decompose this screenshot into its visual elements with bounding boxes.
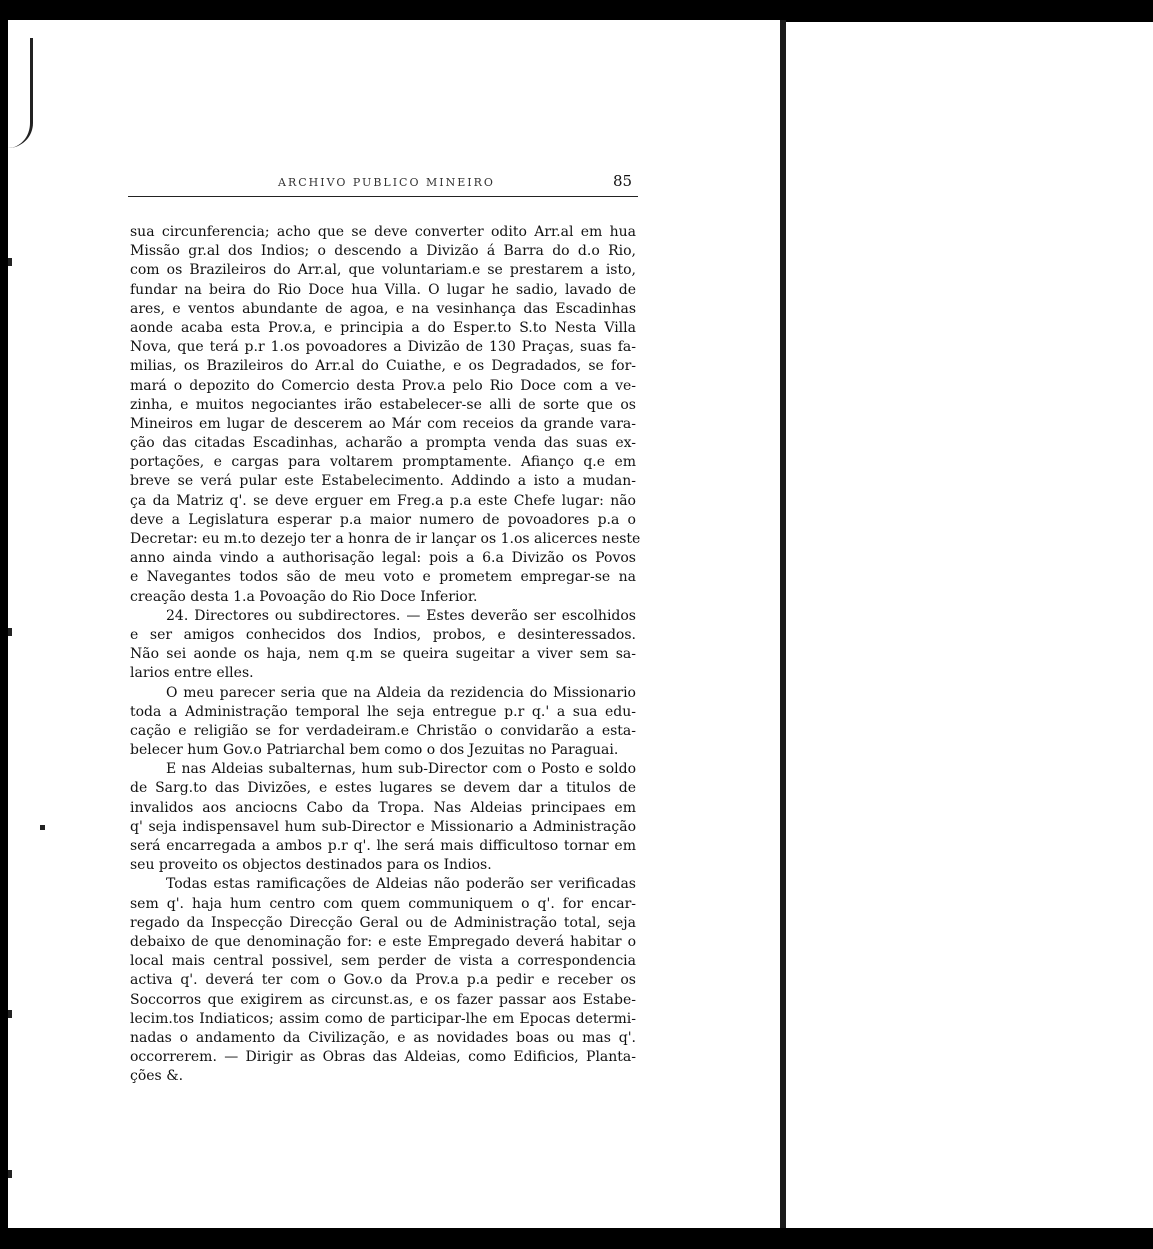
margin-mark	[8, 1170, 12, 1178]
text-line: será encarregada a ambos p.r q'. lhe será mais difficultoso tornar em	[130, 838, 636, 854]
text-line: com os Brazileiros do Arr.al, que voluntariam.e se prestarem a isto,	[130, 262, 636, 279]
text-line: ção das citadas Escadinhas, acharão a prompta venda das suas ex-	[130, 435, 636, 452]
text-line: regado da Inspecção Direcção Geral ou de Administração total, seja	[130, 914, 636, 931]
text-line: anno ainda vindo a authorisação legal: pois a 6.a Divizão os Povos	[130, 550, 636, 567]
text-line: ça da Matriz q'. se deve erguer em Freg.a p.a este Chefe lugar: não	[130, 492, 636, 509]
margin-mark	[40, 825, 45, 830]
text-line: invalidos aos anciocns Cabo da Tropa. Nas Aldeias principaes em	[130, 799, 636, 816]
text-line: activa q'. deverá ter com o Gov.o da Prov.a p.a pedir e receber os	[130, 972, 636, 989]
text-line: O meu parecer seria que na Aldeia da rezidencia do Missionario	[166, 684, 636, 701]
page-edge-curl	[8, 38, 33, 148]
text-line: de Sarg.to das Divizões, e estes lugares se devem dar a titulos de	[130, 780, 636, 797]
text-line: local mais central possivel, sem perder de vista a correspondencia	[130, 953, 636, 970]
page-number: 85	[613, 172, 633, 190]
text-line: fundar na beira do Rio Doce hua Villa. O lugar he sadio, lavado de	[130, 281, 636, 298]
text-line: breve se verá pular este Estabelecimento. Addindo a isto a mudan-	[130, 473, 636, 490]
text-line: Missão gr.al dos Indios; o descendo a Divizão á Barra do d.o Rio,	[130, 243, 636, 260]
text-line: cação e religião se for verdadeiram.e Christão o convidarão a esta-	[130, 722, 636, 739]
text-line: aonde acaba esta Prov.a, e principia a do Esper.to S.to Nesta Villa	[130, 319, 636, 336]
scan-top-border	[0, 0, 1153, 22]
margin-mark	[8, 1010, 12, 1018]
text-line: nadas o andamento da Civilização, e as novidades boas ou mas q'.	[130, 1029, 636, 1046]
text-line: portações, e cargas para voltarem promptamente. Afianço q.e em	[130, 454, 636, 471]
text-line: debaixo de que denominação for: e este Empregado deverá habitar o	[130, 933, 636, 950]
text-line: Não sei aonde os haja, nem q.m se queira sugeitar a viver sem sa-	[130, 646, 636, 663]
text-line: creação desta 1.a Povoação do Rio Doce Inferior.	[130, 588, 478, 605]
running-title: ARCHIVO PUBLICO MINEIRO	[278, 176, 495, 189]
text-line: toda a Administração temporal lhe seja entregue p.r q.' a sua edu-	[130, 703, 636, 720]
text-line: q' seja indispensavel hum sub-Director e Missionario a Administração	[130, 818, 636, 835]
text-line: lecim.tos Indiaticos; assim como de participar-lhe em Epocas determi-	[130, 1010, 636, 1027]
left-page	[8, 20, 780, 1228]
text-line: E nas Aldeias subalternas, hum sub-Director com o Posto e soldo	[166, 761, 636, 778]
text-line: zinha, e muitos negociantes irão estabelecer-se alli de sorte que os	[130, 396, 636, 413]
text-line: seu proveito os objectos destinados para os Indios.	[130, 857, 492, 874]
text-line: Decretar: eu m.to dezejo ter a honra de ir lançar os 1.os alicerces neste	[130, 531, 641, 547]
text-line: Mineiros em lugar de descerem ao Már com receios da grande vara-	[130, 415, 636, 432]
page-header	[128, 170, 638, 197]
text-line: mará o depozito do Comercio desta Prov.a pelo Rio Doce com a ve-	[130, 377, 636, 394]
text-line: sua circunferencia; acho que se deve converter odito Arr.al em hua	[130, 224, 636, 240]
text-line: Soccorros que exigirem as circunst.as, e os fazer passar aos Estabe-	[130, 991, 636, 1008]
text-line: Todas estas ramificações de Aldeias não poderão ser verificadas	[166, 876, 636, 893]
margin-mark	[8, 628, 12, 636]
text-line: milias, os Brazileiros do Arr.al do Cuiathe, e os Degradados, se for-	[130, 358, 636, 375]
scan-bottom-border	[0, 1228, 1153, 1249]
text-line: sem q'. haja hum centro com quem communiquem o q'. for encar-	[130, 895, 636, 912]
margin-mark	[8, 258, 12, 266]
text-line: Nova, que terá p.r 1.os povoadores a Divizão de 130 Praças, suas fa-	[130, 339, 636, 356]
text-line: belecer hum Gov.o Patriarchal bem como o dos Jezuitas no Paraguai.	[130, 742, 619, 759]
text-line: larios entre elles.	[130, 665, 254, 682]
text-line: 24. Directores ou subdirectores. — Estes deverão ser escolhidos	[166, 607, 636, 624]
text-line: ares, e ventos abundante de agoa, e na vesinhança das Escadinhas	[130, 300, 636, 317]
body-text	[130, 223, 641, 1086]
text-line: e ser amigos conhecidos dos Indios, probos, e desinteressados.	[130, 626, 636, 643]
text-line: deve a Legislatura esperar p.a maior numero de povoadores p.a o	[130, 511, 636, 528]
text-line: ções &.	[130, 1068, 184, 1085]
text-line: e Navegantes todos são de meu voto e prometem empregar-se na	[130, 569, 636, 586]
right-page-blank	[786, 22, 1153, 1228]
text-line: occorrerem. — Dirigir as Obras das Aldeias, como Edificios, Planta-	[130, 1049, 636, 1066]
